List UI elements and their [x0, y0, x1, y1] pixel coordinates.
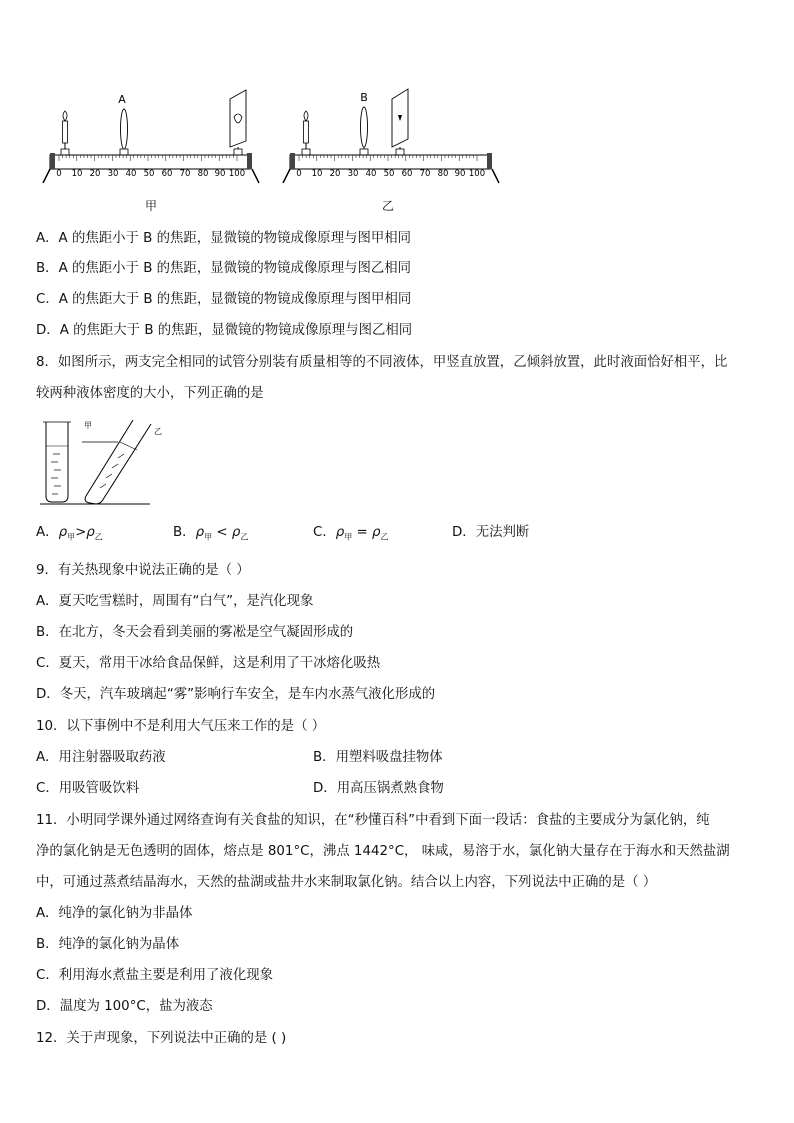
svg-text:50: 50 [143, 169, 155, 179]
svg-text:60: 60 [161, 169, 173, 179]
convex-lens-b [361, 107, 368, 155]
q10-option-d: D．用高压锅煮熟食物 [313, 781, 444, 796]
q8-option-d: D．无法判断 [452, 525, 530, 540]
q9-option-a: A．夏天吃雪糕时，周围有“白气”，是汽化现象 [36, 594, 314, 609]
q7-option-b: B．A 的焦距小于 B 的焦距，显微镜的物镜成像原理与图乙相同 [36, 261, 412, 276]
svg-text:40: 40 [365, 169, 377, 179]
svg-text:20: 20 [329, 169, 341, 179]
test-tube-figure [38, 418, 168, 510]
q7-option-d: D．A 的焦距大于 B 的焦距，显微镜的物镜成像原理与图乙相同 [36, 323, 413, 338]
q11-option-c: C．利用海水煮盐主要是利用了液化现象 [36, 968, 273, 983]
q12-stem: 12．关于声现象，下列说法中正确的是 ( ) [36, 1031, 287, 1046]
figure-caption-jia: 甲 [145, 199, 158, 213]
light-screen [230, 90, 246, 155]
svg-text:20: 20 [89, 169, 101, 179]
svg-text:10: 10 [311, 169, 323, 179]
svg-text:80: 80 [197, 169, 209, 179]
svg-text:100: 100 [228, 169, 246, 179]
q11-option-b: B．纯净的氯化钠为晶体 [36, 937, 180, 952]
svg-text:30: 30 [347, 169, 359, 179]
q11-stem-line2: 净的氯化钠是无色透明的固体，熔点是 801°C，沸点 1442°C， 味咸，易溶于水，氯化钠大量存在于海水和天然盐湖 [36, 844, 730, 859]
q8-stem-line1: 8．如图所示，两支完全相同的试管分别装有质量相等的不同液体，甲竖直放置，乙倾斜放置，此时液面恰好相平，比 [36, 355, 728, 370]
svg-text:100: 100 [468, 169, 486, 179]
q10-stem: 10．以下事例中不是利用大气压来工作的是（ ） [36, 719, 326, 734]
figure-caption-yi: 乙 [382, 199, 395, 213]
svg-text:60: 60 [401, 169, 413, 179]
svg-text:70: 70 [179, 169, 191, 179]
q8-option-c: C．$\rho_甲 = \rho_乙$ [313, 525, 389, 542]
q9-option-d: D．冬天，汽车玻璃起“雾”影响行车安全，是车内水蒸气液化形成的 [36, 687, 436, 702]
convex-lens-a [121, 109, 128, 155]
svg-text:40: 40 [125, 169, 137, 179]
svg-text:30: 30 [107, 169, 119, 179]
optical-bench-figure-yi [280, 85, 500, 185]
q11-stem-line3: 中，可通过蒸煮结晶海水，天然的盐湖或盐井水来制取氯化钠。结合以上内容，下列说法中正确的是（ ） [36, 875, 657, 890]
svg-text:80: 80 [437, 169, 449, 179]
q10-option-b: B．用塑料吸盘挂物体 [313, 750, 443, 765]
svg-text:0: 0 [56, 169, 62, 179]
bench-rail [50, 155, 250, 169]
tube-label-jia: 甲 [84, 421, 92, 430]
svg-text:70: 70 [419, 169, 431, 179]
q10-option-a: A．用注射器吸取药液 [36, 750, 166, 765]
svg-text:10: 10 [71, 169, 83, 179]
q8-option-b: B．$\rho_甲 < \rho_乙$ [173, 525, 249, 542]
lens-label-a: A [118, 93, 126, 106]
q11-option-d: D．温度为 100°C，盐为液态 [36, 999, 213, 1014]
q9-option-b: B．在北方，冬天会看到美丽的雾凇是空气凝固形成的 [36, 625, 354, 640]
candle [63, 111, 68, 149]
q7-option-a: A．A 的焦距小于 B 的焦距，显微镜的物镜成像原理与图甲相同 [36, 231, 412, 246]
candle [304, 111, 309, 149]
optical-bench-figure-jia [40, 85, 260, 185]
svg-text:0: 0 [296, 169, 302, 179]
q9-option-c: C．夏天，常用干冰给食品保鲜，这是利用了干冰熔化吸热 [36, 656, 381, 671]
light-screen [392, 89, 408, 155]
svg-text:90: 90 [214, 169, 226, 179]
scale-labels [56, 169, 245, 179]
svg-text:50: 50 [383, 169, 395, 179]
q8-option-a: A．$\rho_甲>\rho_乙$ [36, 525, 103, 542]
scale-labels [296, 169, 485, 179]
tube-label-yi: 乙 [154, 427, 162, 436]
q9-stem: 9．有关热现象中说法正确的是（ ） [36, 563, 250, 578]
svg-text:90: 90 [454, 169, 466, 179]
q7-option-c: C．A 的焦距大于 B 的焦距，显微镜的物镜成像原理与图甲相同 [36, 292, 412, 307]
q11-stem-line1: 11．小明同学课外通过网络查询有关食盐的知识，在“秒懂百科”中看到下面一段话：食盐的主要成分为氯化钠，纯 [36, 813, 710, 828]
lens-label-b: B [360, 91, 368, 104]
q11-option-a: A．纯净的氯化钠为非晶体 [36, 906, 193, 921]
q8-stem-line2: 较两种液体密度的大小，下列正确的是 [36, 386, 264, 401]
bench-rail [290, 155, 490, 169]
q10-option-c: C．用吸管吸饮料 [36, 781, 140, 796]
